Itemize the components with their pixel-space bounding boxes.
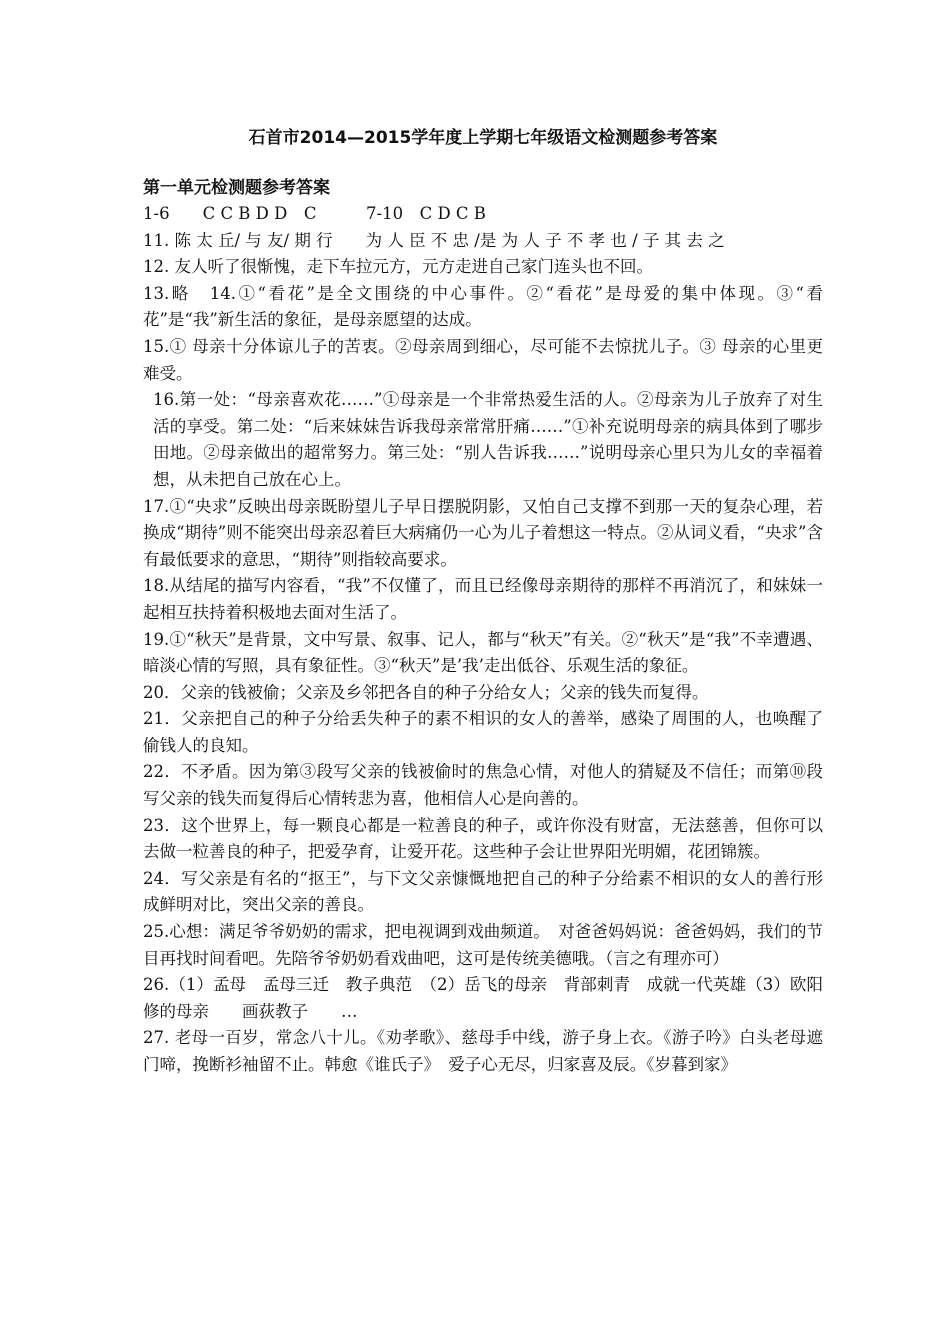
answer-21: 21．父亲把自己的种子分给丢失种子的素不相识的女人的善举，感染了周围的人，也唤醒了偷钱人的良知。 <box>143 709 823 755</box>
answer-26: 26.（1）孟母 孟母三迁 教子典范 （2）岳飞的母亲 背部刺青 成就一代英雄（3）欧阳修的母亲 画荻教子 … <box>143 975 823 1021</box>
answer-24: 24．写父亲是有名的“抠王”，与下文父亲慷慨地把自己的种子分给素不相识的女人的善行形成鲜明对比，突出父亲的善良。 <box>143 868 823 915</box>
answer-22: 22．不矛盾。因为第③段写父亲的钱被偷时的焦急心情，对他人的猜疑及不信任；而第⑩段写父亲的钱失而复得后心情转悲为喜，他相信人心是向善的。 <box>143 762 823 809</box>
answer-1-10: 1-6 C C B D D C 7-10 C D C B <box>143 204 486 223</box>
answer-17: 17.①“央求”反映出母亲既盼望儿子早日摆脱阴影，又怕自己支撑不到那一天的复杂心理，若换成“期待”则不能突出母亲忍着巨大病痛仍一心为儿子着想这一特点。②从词义看，“央求”含有最低要求的意思，“期待”则指较高要求。 <box>143 496 823 569</box>
answer-12: 12. 友人听了很惭愧，走下车拉元方，元方走进自己家门连头也不回。 <box>143 257 653 277</box>
answer-27: 27. 老母一百岁，常念八十儿。《劝孝歌》、慈母手中线，游子身上衣。《游子吟》白头老母遮门啼，挽断衫袖留不止。韩愈《谁氏子》 爱子心无尽，归家喜及辰。《岁暮到家》 <box>143 1028 823 1074</box>
answer-16: 16.第一处：“母亲喜欢花……”①母亲是一个非常热爱生活的人。②母亲为儿子放弃了对生活的享受。第二处：“后来妹妹告诉我母亲常常肝痛……”①补充说明母亲的病具体到了哪步田地。②母亲做出的超常努力。第三处：“别人告诉我……”说明母亲心里只为儿女的幸福着想，从未把自己放在心上。 <box>153 390 823 489</box>
answer-15: 15.① 母亲十分体谅儿子的苦衷。②母亲周到细心，尽可能不去惊扰儿子。③ 母亲的心里更难受。 <box>143 336 823 383</box>
document-title: 石首市2014—2015学年度上学期七年级语文检测题参考答案 <box>248 128 718 148</box>
answer-11: 11. 陈 太 丘/ 与 友/ 期 行 为 人 臣 不 忠 /是 为 人 子 不 孝 也 / 子 其 去 之 <box>143 230 725 250</box>
answer-23: 23．这个世界上，每一颗良心都是一粒善良的种子，或许你没有财富，无法慈善，但你可以去做一粒善良的种子，把爱孕育，让爱开花。这些种子会让世界阳光明媚，花团锦簇。 <box>143 815 823 862</box>
answer-13-14: 13.略 14.①“看花”是全文围绕的中心事件。②“看花”是母爱的集中体现。③“看花”是“我”新生活的象征，是母亲愿望的达成。 <box>143 283 823 330</box>
section-title: 第一单元检测题参考答案 <box>143 178 330 198</box>
document-body <box>143 125 823 1079</box>
answer-19: 19.①“秋天”是背景，文中写景、叙事、记人，都与“秋天”有关。②“秋天”是“我”不幸遭遇、暗淡心情的写照，具有象征性。③“秋天”是’我’走出低谷、乐观生活的象征。 <box>143 629 823 676</box>
answer-18: 18.从结尾的描写内容看，“我”不仅懂了，而且已经像母亲期待的那样不再消沉了，和妹妹一起相互扶持着积极地去面对生活了。 <box>143 576 823 622</box>
answer-20: 20．父亲的钱被偷；父亲及乡邻把各自的种子分给女人；父亲的钱失而复得。 <box>143 682 709 702</box>
answer-25: 25.心想：满足爷爷奶奶的需求，把电视调到戏曲频道。 对爸爸妈妈说：爸爸妈妈，我们的节目再找时间看吧。先陪爷爷奶奶看戏曲吧，这可是传统美德哦。（言之有理亦可） <box>143 922 823 968</box>
